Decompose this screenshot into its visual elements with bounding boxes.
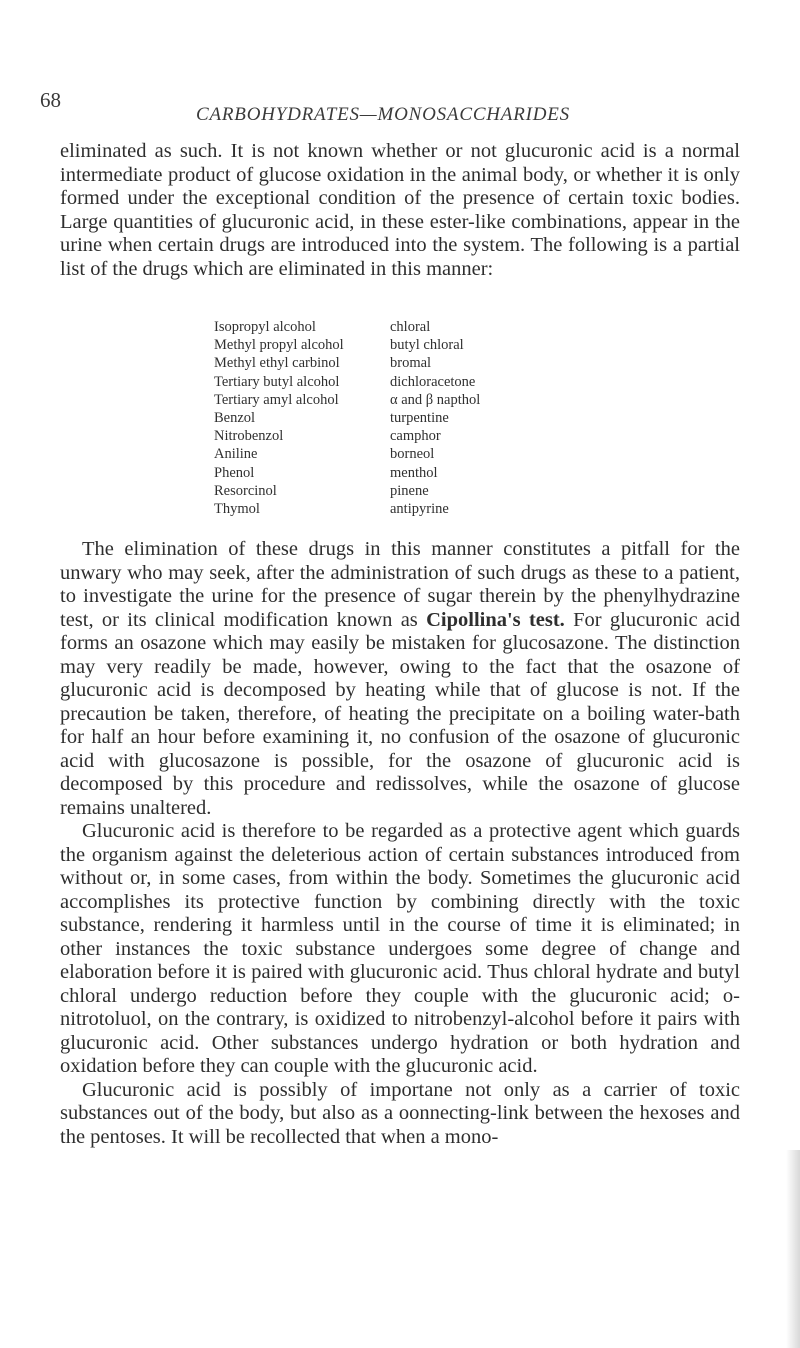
drug-list-row <box>214 336 634 354</box>
drug-list-row <box>214 427 634 445</box>
scan-edge-shadow <box>786 1150 800 1348</box>
drug-list-item: Phenol <box>214 464 255 481</box>
body-text-top <box>60 140 740 281</box>
drug-list-item: bromal <box>390 355 432 372</box>
drug-list-item: Tertiary butyl alcohol <box>214 373 340 390</box>
drug-list-item: Benzol <box>214 409 256 426</box>
drug-list-item: butyl chloral <box>390 337 464 354</box>
drug-list-item: Thymol <box>214 500 260 517</box>
drug-list-item: camphor <box>390 428 441 445</box>
paragraph-text: The elimination of these drugs in this manner constitutes a pitfall for the unwary who may seek, after the administration of such drugs as these to a patient, to investigate the urine for the presence of sugar therein by the phenylhydrazine test, or its clinical modification known as <box>60 538 740 631</box>
drug-list-item: turpentine <box>390 409 449 426</box>
drug-list-row <box>214 373 634 391</box>
drug-list-item: borneol <box>390 446 435 463</box>
drug-list-row <box>214 445 634 463</box>
drug-list-row <box>214 482 634 500</box>
drug-list-item: antipyrine <box>390 500 449 517</box>
drug-list-row <box>214 409 634 427</box>
body-text-main <box>60 538 740 1149</box>
drug-list-item: Nitrobenzol <box>214 428 284 445</box>
paragraph: eliminated as such. It is not known whether or not glucuronic acid is a normal intermediate product of glucose oxidation in the animal body, or whether it is only formed under the exceptional condition of the presence of certain toxic bodies. Large quantities of glucuronic acid, in these ester-like combinations, appear in the urine when certain drugs are introduced into the system. The following is a partial list of the drugs which are eliminated in this manner: <box>60 140 740 280</box>
drug-list-item: Aniline <box>214 446 258 463</box>
page-number: 68 <box>40 88 61 112</box>
drug-list-item: Tertiary amyl alcohol <box>214 391 339 408</box>
paragraph: Glucuronic acid is therefore to be regarded as a protective agent which guards the organism against the deleterious action of certain substances introduced from without or, in some cases, from within the body. Sometimes the glucuronic acid accomplishes its protective function by combining directly with the toxic substance, rendering it harmless until in the course of time it is eliminated; in other instances the toxic substance undergoes some degree of change and elaboration before it is paired with glucuronic acid. Thus chloral hydrate and butyl chloral undergo reduction before they couple with the glucuronic acid; o-nitrotoluol, on the contrary, is oxidized to nitrobenzyl-alcohol before it pairs with glucuronic acid. Other substances undergo hydration or both hydration and oxidation before they can couple with the glucuronic acid. <box>60 820 740 1077</box>
paragraph: Glucuronic acid is possibly of importane not only as a carrier of toxic substances out of the body, but also as a oonnecting-link between the hexoses and the pentoses. It will be recollected that when a mono- <box>60 1078 740 1148</box>
drug-list-row <box>214 318 634 336</box>
drug-list-item: dichloracetone <box>390 373 476 390</box>
drug-list-item: Methyl ethyl carbinol <box>214 355 340 372</box>
drug-list-item: Resorcinol <box>214 482 277 499</box>
drug-list-row <box>214 354 634 372</box>
drug-list-item: Methyl propyl alcohol <box>214 337 344 354</box>
drug-list-row <box>214 464 634 482</box>
drug-list-row <box>214 391 634 409</box>
paragraph-text: For glucuronic acid forms an osazone which may easily be mistaken for glucosazone. The distinction may very readily be made, however, owing to the fact that the osazone of glucuronic acid is decomposed by heating while that of glucose is not. If the precaution be taken, therefore, of heating the precipitate on a boiling water-bath for half an hour before examining it, no confusion of the osazone of glucuronic acid with glucosazone is possible, for the osazone of glucuronic acid is decomposed by this procedure and redissolves, while the osazone of glucose remains unaltered. <box>60 608 740 819</box>
paragraph <box>60 538 740 820</box>
drug-list-item: chloral <box>390 319 431 335</box>
drug-list-row <box>214 500 634 518</box>
running-head: CARBOHYDRATES—MONOSACCHARIDES <box>196 104 570 125</box>
drug-list-item: pinene <box>390 482 429 499</box>
drug-list-item: menthol <box>390 464 438 481</box>
drug-list <box>214 318 634 518</box>
drug-list-item: α and β napthol <box>390 391 481 408</box>
test-name: Cipollina's test. <box>426 608 565 631</box>
drug-list-item: Isopropyl alcohol <box>214 319 316 335</box>
